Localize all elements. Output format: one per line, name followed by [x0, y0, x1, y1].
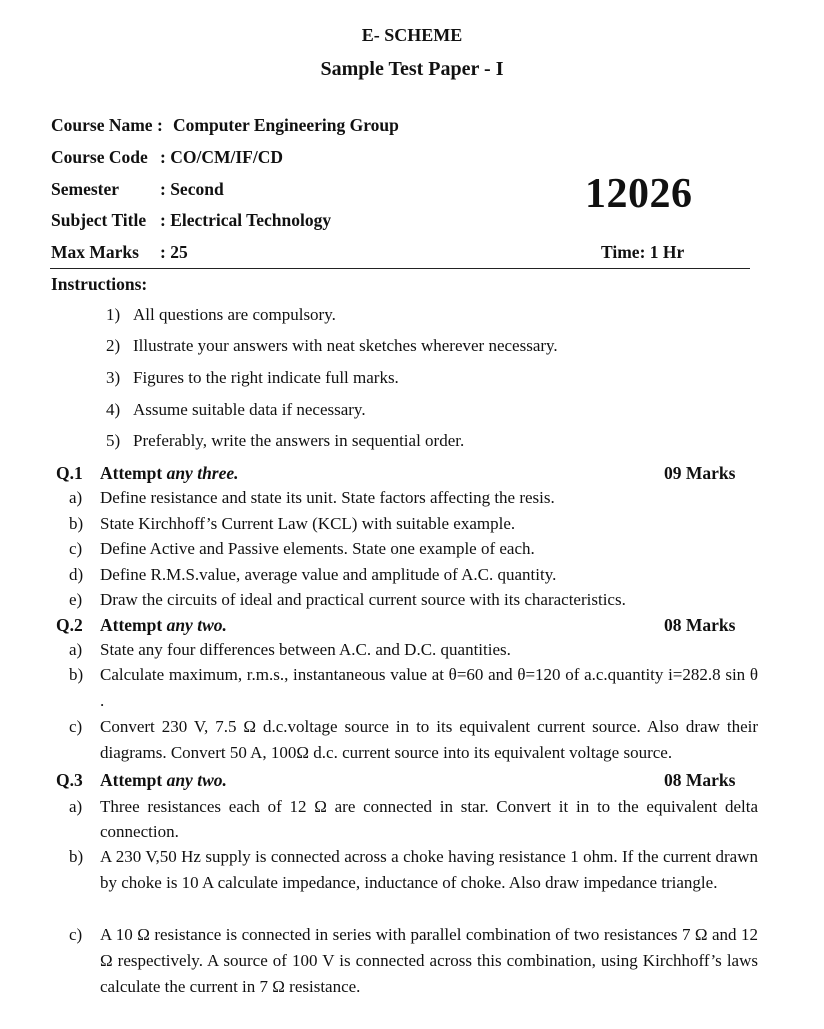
part-text: Convert 230 V, 7.5 Ω d.c.voltage source in to its equivalent current source. Also draw their diagrams. Convert 50 A, 100Ω d.c. current source into its equivalent voltage source. — [100, 717, 758, 762]
max-marks-label: Max Marks — [51, 242, 139, 262]
question-marks: 08 Marks — [664, 770, 736, 790]
question-number: Q.1 — [56, 463, 83, 483]
instruction-text: All questions are compulsory. — [133, 305, 336, 324]
part-text: Define Active and Passive elements. State one example of each. — [100, 539, 535, 558]
course-code-label: Course Code — [51, 147, 148, 167]
instruction-item — [106, 400, 366, 420]
part-label: b) — [69, 847, 84, 866]
question-instruction — [100, 770, 227, 791]
question-marks: 09 Marks — [664, 463, 736, 483]
question-number: Q.2 — [56, 615, 83, 635]
instruction-item — [106, 431, 464, 451]
part-label: a) — [69, 797, 83, 816]
instruction-number: 1) — [106, 305, 121, 324]
attempt-label: Attempt — [100, 770, 163, 790]
part-text: Draw the circuits of ideal and practical current source with its characteristics. — [100, 590, 626, 609]
question-instruction — [100, 463, 239, 484]
subject-title-label: Subject Title — [51, 210, 147, 230]
scheme-heading: E- SCHEME — [361, 25, 463, 45]
course-name-label: Course Name : — [51, 115, 163, 135]
instruction-text: Assume suitable data if necessary. — [133, 400, 366, 419]
instruction-text: Figures to the right indicate full marks. — [133, 368, 399, 387]
part-text: A 10 Ω resistance is connected in series with parallel combination of two resistances 7 Ω and 12 Ω respectively. A source of 100 V is connected across this combination, using Kirchhoff’s laws calculate the current in 7 Ω resistance. — [100, 925, 758, 996]
part-text: Calculate maximum, r.m.s., instantaneous value at θ=60 and θ=120 of a.c.quantity i=282.8 sin θ . — [100, 665, 758, 710]
course-name-value: Computer Engineering Group — [173, 115, 399, 135]
attempt-label: Attempt — [100, 615, 163, 635]
part-text: A 230 V,50 Hz supply is connected across a choke having resistance 1 ohm. If the current drawn by choke is 10 A calculate impedance, inductance of choke. Also draw impedance triangle. — [100, 847, 758, 892]
instruction-text: Illustrate your answers with neat sketches wherever necessary. — [133, 336, 558, 355]
attempt-qualifier: any two. — [166, 770, 227, 790]
part-text: Define R.M.S.value, average value and amplitude of A.C. quantity. — [100, 565, 557, 584]
part-label: a) — [69, 488, 83, 507]
part-label: a) — [69, 640, 83, 659]
part-label: c) — [69, 925, 83, 944]
instruction-number: 2) — [106, 336, 121, 355]
attempt-label: Attempt — [100, 463, 163, 483]
semester-value: : Second — [160, 179, 224, 199]
question-number: Q.3 — [56, 770, 83, 790]
part-label: c) — [69, 539, 83, 558]
instruction-item — [106, 368, 399, 388]
part-label: b) — [69, 665, 84, 684]
semester-label: Semester — [51, 179, 120, 199]
part-label: c) — [69, 717, 83, 736]
header-divider — [50, 268, 750, 269]
instruction-number: 5) — [106, 431, 121, 450]
part-text: Three resistances each of 12 Ω are connected in star. Convert it in to the equivalent delta connection. — [100, 797, 758, 841]
part-label: d) — [69, 565, 84, 584]
instruction-number: 3) — [106, 368, 121, 387]
max-marks-value: : 25 — [160, 242, 188, 262]
subject-title-value: : Electrical Technology — [160, 210, 332, 230]
course-code-value: : CO/CM/IF/CD — [160, 147, 283, 167]
question-marks: 08 Marks — [664, 615, 736, 635]
attempt-qualifier: any two. — [166, 615, 227, 635]
instruction-item — [106, 305, 336, 325]
attempt-qualifier: any three. — [166, 463, 239, 483]
part-text: State any four differences between A.C. and D.C. quantities. — [100, 640, 511, 659]
part-text: Define resistance and state its unit. State factors affecting the resis. — [100, 488, 555, 507]
question-instruction — [100, 615, 227, 636]
paper-title: Sample Test Paper - I — [320, 58, 504, 80]
part-label: b) — [69, 514, 84, 533]
paper-code: 12026 — [585, 171, 693, 217]
time-duration: Time: 1 Hr — [601, 242, 685, 262]
part-label: e) — [69, 590, 83, 609]
part-text: State Kirchhoff’s Current Law (KCL) with suitable example. — [100, 514, 516, 533]
instruction-text: Preferably, write the answers in sequential order. — [133, 431, 465, 450]
instructions-heading: Instructions: — [51, 274, 148, 294]
instruction-item — [106, 336, 558, 356]
instruction-number: 4) — [106, 400, 121, 419]
